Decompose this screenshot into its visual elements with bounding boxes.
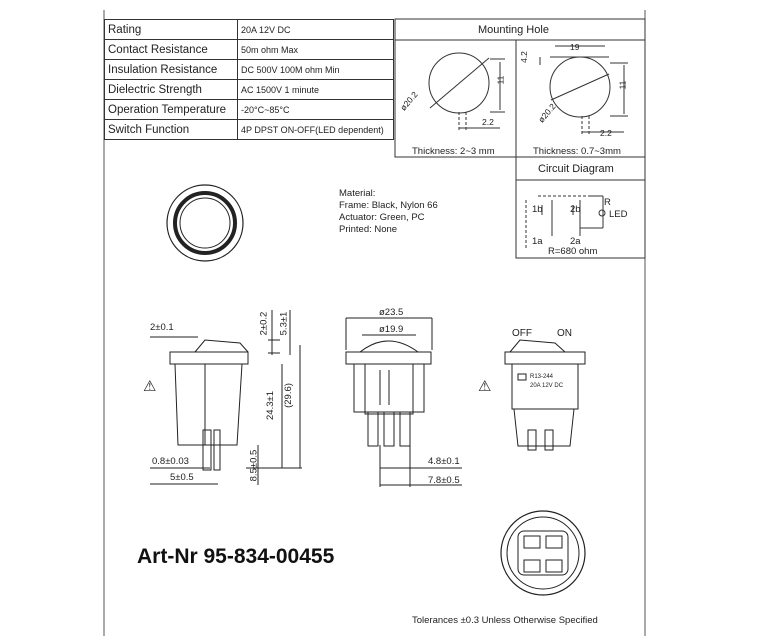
warning-icon: ⚠	[478, 378, 492, 395]
hole-right-w: 2.2	[600, 128, 612, 138]
dim-front-3: 4.8±0.1	[428, 456, 460, 467]
right-view	[505, 340, 585, 450]
hole-right-h: 11	[617, 80, 628, 90]
on-label: ON	[557, 328, 572, 339]
terminal-1a: 1a	[532, 236, 543, 247]
spec-label: Insulation Resistance	[105, 60, 238, 80]
off-label: OFF	[512, 328, 532, 339]
spec-label: Dielectric Strength	[105, 80, 238, 100]
top-view-switch	[167, 185, 243, 261]
spec-value: -20°C~85°C	[238, 100, 394, 120]
dim-side-7: 5±0.5	[170, 472, 194, 483]
spec-value: 50m ohm Max	[238, 40, 394, 60]
spec-value: 20A 12V DC	[238, 20, 394, 40]
hole-right	[540, 46, 628, 134]
dim-side-6: 0.8±0.03	[152, 456, 189, 467]
led-label: LED	[609, 209, 628, 220]
dim-side-1: 2±0.1	[150, 322, 174, 333]
material-heading: Material:	[339, 188, 376, 199]
resistor-label: R	[604, 197, 611, 208]
dim-front-2: ø19.9	[379, 324, 404, 335]
spec-label: Operation Temperature	[105, 100, 238, 120]
dim-side-2: 2±0.2	[258, 311, 270, 336]
spec-row	[105, 120, 394, 140]
dim-side-5: (29.6)	[282, 383, 294, 408]
spec-value: DC 500V 100M ohm Min	[238, 60, 394, 80]
spec-value: AC 1500V 1 minute	[238, 80, 394, 100]
bottom-view	[501, 511, 585, 595]
dim-front-4: 7.8±0.5	[428, 475, 460, 486]
spec-row	[105, 60, 394, 80]
hole-right-left: 4.2	[518, 51, 529, 63]
marking-1: R13-244	[530, 374, 554, 380]
mounting-hole-title: Mounting Hole	[478, 24, 549, 36]
dim-side-4: 24.3±1	[265, 391, 276, 420]
tolerance-note: Tolerances ±0.3 Unless Otherwise Specified	[412, 615, 598, 626]
terminal-1b: 1b	[532, 204, 543, 215]
circuit-title: Circuit Diagram	[538, 163, 614, 175]
material-printed: Printed: None	[339, 224, 398, 235]
spec-value: 4P DPST ON-OFF(LED dependent)	[238, 120, 394, 140]
spec-row	[105, 80, 394, 100]
material-frame: Frame: Black, Nylon 66	[339, 200, 438, 211]
resistor-value: R=680 ohm	[548, 246, 598, 257]
hole-left-dia: ø20.2	[398, 89, 420, 113]
dim-side-8: 8.5±0.5	[248, 449, 260, 482]
marking-2: 20A 12V DC	[530, 383, 564, 389]
terminal-2a: 2a	[570, 236, 581, 247]
hole-left-w: 2.2	[482, 117, 494, 127]
article-number: Art-Nr 95-834-00455	[137, 545, 335, 568]
material-actuator: Actuator: Green, PC	[339, 212, 425, 223]
spec-label: Contact Resistance	[105, 40, 238, 60]
hole-left-h: 11	[495, 75, 506, 85]
hole-left-thickness: Thickness: 2~3 mm	[412, 146, 495, 157]
spec-label: Switch Function	[105, 120, 238, 140]
spec-label: Rating	[105, 20, 238, 40]
dim-side-3: 5.3±1	[278, 311, 290, 336]
spec-table	[104, 19, 394, 140]
hole-right-thickness: Thickness: 0.7~3mm	[533, 146, 621, 157]
hole-right-dia: ø20.2	[536, 101, 558, 125]
warning-icon: ⚠	[143, 378, 157, 395]
spec-row	[105, 100, 394, 120]
spec-row	[105, 40, 394, 60]
spec-row	[105, 20, 394, 40]
terminal-2b: 2b	[570, 204, 581, 215]
hole-right-top: 19	[570, 42, 580, 52]
dim-front-1: ø23.5	[379, 307, 404, 318]
